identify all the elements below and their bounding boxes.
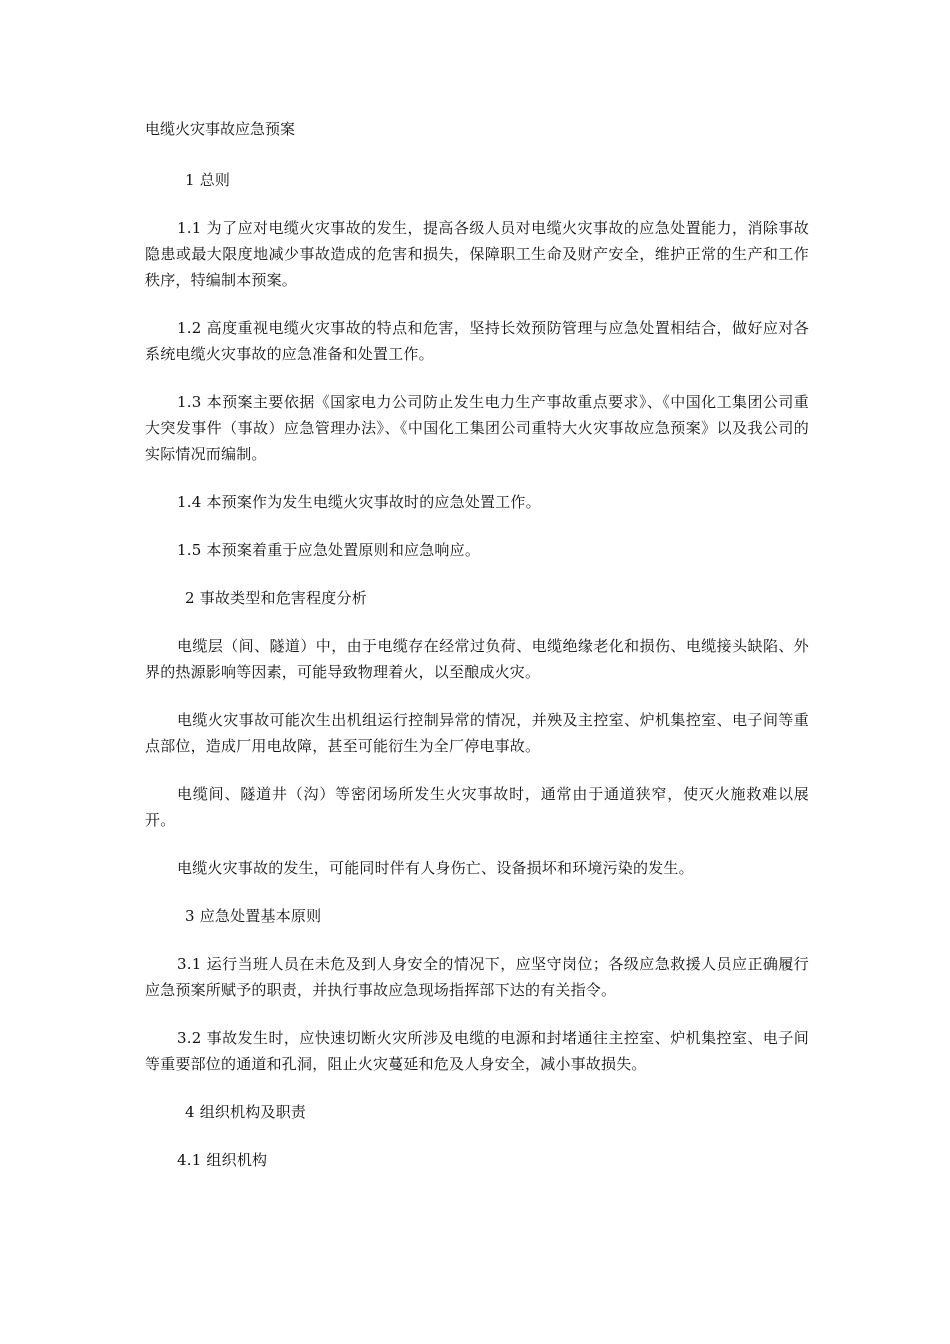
section-heading: 1 总则 — [185, 171, 231, 189]
body-paragraph: 4.1 组织机构 — [177, 1151, 268, 1169]
body-paragraph: 1.1 为了应对电缆火灾事故的发生，提高各级人员对电缆火灾事故的应急处置能力，消除事故隐患或最大限度地减少事故造成的危害和损失，保障职工生命及财产安全，维护正常的生产和工作秩序，特编制本预案。 — [145, 219, 809, 289]
body-paragraph: 1.5 本预案着重于应急处置原则和应急响应。 — [177, 541, 481, 559]
body-paragraph: 3.2 事故发生时，应快速切断火灾所涉及电缆的电源和封堵通往主控室、炉机集控室、电子间等重要部位的通道和孔洞，阻止火灾蔓延和危及人身安全，减小事故损失。 — [145, 1029, 809, 1073]
document-body — [145, 167, 809, 1195]
body-paragraph: 电缆火灾事故可能次生出机组运行控制异常的情况，并殃及主控室、炉机集控室、电子间等重点部位，造成厂用电故障，甚至可能衍生为全厂停电事故。 — [145, 711, 809, 755]
body-paragraph: 1.2 高度重视电缆火灾事故的特点和危害，坚持长效预防管理与应急处置相结合，做好应对各系统电缆火灾事故的应急准备和处置工作。 — [145, 319, 809, 363]
body-paragraph: 电缆层（间、隧道）中，由于电缆存在经常过负荷、电缆绝缘老化和损伤、电缆接头缺陷、外界的热源影响等因素，可能导致物理着火，以至酿成火灾。 — [145, 637, 809, 681]
section-heading: 3 应急处置基本原则 — [185, 907, 322, 925]
body-paragraph: 3.1 运行当班人员在未危及到人身安全的情况下，应坚守岗位；各级应急救援人员应正确履行应急预案所赋予的职责，并执行事故应急现场指挥部下达的有关指令。 — [145, 955, 809, 999]
body-paragraph: 1.4 本预案作为发生电缆火灾事故时的应急处置工作。 — [177, 493, 541, 511]
body-paragraph: 电缆火灾事故的发生，可能同时伴有人身伤亡、设备损坏和环境污染的发生。 — [177, 859, 694, 877]
document-title: 电缆火灾事故应急预案 — [145, 120, 296, 138]
section-heading: 2 事故类型和危害程度分析 — [185, 589, 367, 607]
body-paragraph: 电缆间、隧道井（沟）等密闭场所发生火灾事故时，通常由于通道狭窄，使灭火施救难以展开。 — [145, 785, 809, 829]
body-paragraph: 1.3 本预案主要依据《国家电力公司防止发生电力生产事故重点要求》、《中国化工集团公司重大突发事件（事故）应急管理办法》、《中国化工集团公司重特大火灾事故应急预案》以及我公司的实际情况而编制。 — [145, 393, 809, 463]
section-heading: 4 组织机构及职责 — [185, 1103, 307, 1121]
